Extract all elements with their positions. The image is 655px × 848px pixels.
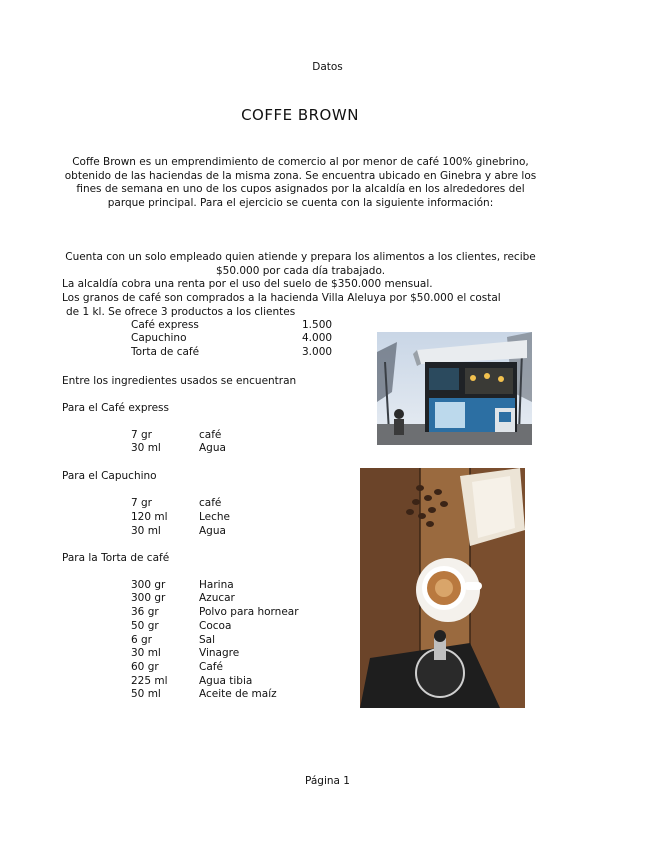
- ingredient-name: Vinagre: [199, 647, 240, 659]
- ingredient-name: Cocoa: [199, 620, 232, 632]
- ingredient-name: Sal: [199, 634, 216, 646]
- ingredient-qty: 6 gr: [131, 634, 152, 646]
- ingredient-qty: 50 ml: [131, 688, 161, 700]
- beans-line-2: de 1 kl. Se ofrece 3 productos a los clientes: [66, 306, 296, 318]
- product-price: 3.000: [302, 346, 333, 358]
- page-header: Datos: [312, 61, 343, 73]
- beans-line-1: Los granos de café son comprados a la hacienda Villa Aleluya por $50.000 el costal: [62, 292, 501, 304]
- intro-paragraph: Coffe Brown es un emprendimiento de comercio al por menor de café 100% ginebrino, obtenido de las haciendas de la misma zona. Se encuentra ubicado en Ginebra y abre los fines de semana en uno de los cupos asignados por la alcaldía en los alrededores del parque principal. Para el ejercicio se cuenta con la siguiente información:: [64, 156, 537, 209]
- ingredient-qty: 225 ml: [131, 675, 168, 687]
- employee-paragraph: Cuenta con un solo empleado quien atiende y prepara los alimentos a los clientes, recibe $50.000 por cada día trabajado.: [65, 251, 536, 277]
- document-title: COFFE BROWN: [241, 106, 359, 124]
- ingredient-name: Azucar: [199, 592, 235, 604]
- product-name: Café express: [131, 319, 199, 331]
- section-heading-torta: Para la Torta de café: [62, 552, 170, 564]
- coffee-cup-illustration: [360, 468, 525, 708]
- product-price: 1.500: [302, 319, 333, 331]
- ingredient-qty: 50 gr: [131, 620, 159, 632]
- ingredient-qty: 120 ml: [131, 511, 168, 523]
- ingredient-name: Aceite de maíz: [199, 688, 277, 700]
- ingredient-name: café: [199, 497, 222, 509]
- ingredient-qty: 30 ml: [131, 647, 161, 659]
- product-name: Torta de café: [131, 346, 200, 358]
- product-price: 4.000: [302, 332, 333, 344]
- ingredient-name: Polvo para hornear: [199, 606, 299, 618]
- ingredient-name: Leche: [199, 511, 231, 523]
- coffee-kiosk-illustration: [377, 332, 532, 445]
- ingredient-qty: 30 ml: [131, 442, 161, 454]
- rent-line: La alcaldía cobra una renta por el uso del suelo de $350.000 mensual.: [62, 278, 433, 290]
- ingredient-qty: 30 ml: [131, 525, 161, 537]
- section-heading-capuchino: Para el Capuchino: [62, 470, 157, 482]
- ingredient-qty: 7 gr: [131, 497, 152, 509]
- ingredient-name: Agua: [199, 442, 226, 454]
- ingredient-name: café: [199, 429, 222, 441]
- ingredient-qty: 36 gr: [131, 606, 159, 618]
- ingredient-qty: 300 gr: [131, 592, 166, 604]
- ingredient-name: Café: [199, 661, 223, 673]
- ingredient-name: Agua tibia: [199, 675, 253, 687]
- coffee-kiosk-photo: [377, 332, 532, 445]
- page-footer: Página 1: [305, 775, 350, 787]
- ingredient-qty: 60 gr: [131, 661, 159, 673]
- ingredient-name: Agua: [199, 525, 226, 537]
- ingredient-qty: 7 gr: [131, 429, 152, 441]
- product-name: Capuchino: [131, 332, 187, 344]
- ingredient-name: Harina: [199, 579, 234, 591]
- ingredients-intro: Entre los ingredientes usados se encuentran: [62, 375, 297, 387]
- coffee-cup-photo: [360, 468, 525, 708]
- section-heading-express: Para el Café express: [62, 402, 169, 414]
- ingredient-qty: 300 gr: [131, 579, 166, 591]
